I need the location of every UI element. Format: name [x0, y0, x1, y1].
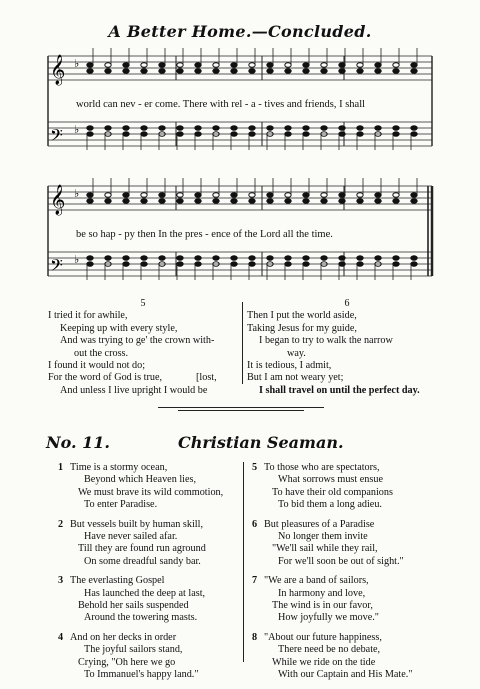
stanza-line-text: Crying, "Oh here we go — [78, 656, 176, 668]
svg-text:♭: ♭ — [74, 123, 80, 136]
stanza-line-text: Till they are found run aground — [78, 543, 206, 555]
stanza-number: 4 — [58, 631, 64, 643]
stanza-line — [58, 632, 243, 644]
stanza-line — [252, 669, 452, 681]
stanza-line — [252, 531, 452, 543]
verse-line: I found it would not do; — [48, 360, 146, 372]
stanza-line — [252, 612, 452, 624]
stanza-line — [252, 600, 452, 612]
stanza-line — [58, 575, 243, 587]
verse-5 — [48, 298, 238, 397]
stanza-line-text: The joyful sailors stand, — [84, 644, 183, 656]
verse-line — [48, 372, 238, 384]
stanza-line — [58, 531, 243, 543]
verse-number: 5 — [140, 298, 146, 309]
stanza-1 — [58, 462, 243, 512]
stanza-line-text: The wind is in our favor, — [272, 600, 373, 612]
stanza-line-text: Around the towering masts. — [84, 612, 198, 624]
hymn-number: No. 11. — [46, 433, 110, 452]
stanza-number: 6 — [252, 518, 258, 530]
stanza-line-text: How joyfully we move." — [278, 612, 379, 624]
stanza-line — [58, 462, 243, 474]
stanza-number: 7 — [252, 575, 258, 587]
stanza-line — [58, 543, 243, 555]
hymn-title: A Better Home.—Concluded. — [108, 22, 372, 41]
stanza-number: 5 — [252, 462, 258, 473]
column-divider — [242, 302, 243, 384]
stanza-line — [58, 612, 243, 624]
hymn-title-2: Christian Seaman. — [178, 433, 344, 452]
system2-lyrics: be so hap - py then In the pres - ence of the Lord all the time. — [76, 229, 333, 240]
stanza-line-text: To bid them a long adieu. — [278, 499, 382, 511]
stanza-line-text: Time is a stormy ocean, — [70, 462, 168, 473]
verse-line: I began to try to walk the narrow — [259, 335, 393, 347]
stanza-line-text: For we'll soon be out of sight." — [278, 555, 404, 567]
stanza-line — [252, 556, 452, 568]
stanza-line-text: But vessels built by human skill, — [70, 518, 204, 530]
stanza-line — [58, 556, 243, 568]
svg-text:♭: ♭ — [74, 57, 80, 70]
stanza-line-text: With our Captain and His Mate." — [278, 669, 413, 681]
verse-line: I shall travel on until the perfect day. — [259, 384, 420, 396]
stanza-line — [252, 474, 452, 486]
stanza-line-text: Beyond which Heaven lies, — [84, 474, 197, 486]
stanza-line-text: But pleasures of a Paradise — [264, 518, 375, 530]
stanza-line — [252, 462, 452, 474]
stanza-line — [252, 519, 452, 531]
stanza-line-text: We must brave its wild commotion, — [78, 486, 224, 498]
stanza-line-text: To Immanuel's happy land." — [84, 669, 199, 681]
stanza-line-text: Have never sailed afar. — [84, 531, 178, 543]
stanza-line-text: There need be no debate, — [278, 644, 381, 656]
verse-6 — [247, 298, 447, 397]
verse-line: And was trying to ge' the crown with- — [60, 335, 215, 347]
stanza-line-text: "About our future happiness, — [264, 631, 382, 643]
stanza-line — [252, 575, 452, 587]
section-divider — [158, 407, 324, 408]
stanza-3 — [58, 575, 243, 625]
stanza-line-text: "We'll sail while they rail, — [272, 543, 378, 555]
svg-text:♭: ♭ — [74, 253, 80, 266]
stanza-line-text: "We are a band of sailors, — [264, 575, 369, 587]
svg-text:𝄢: 𝄢 — [50, 125, 63, 149]
stanza-line — [252, 588, 452, 600]
right-column — [252, 462, 452, 689]
stanza-line-text: On some dreadful sandy bar. — [84, 555, 201, 567]
stanza-line-text: No longer them invite — [278, 531, 368, 543]
verse-line: Then I put the world aside, — [247, 310, 357, 322]
stanza-number: 2 — [58, 518, 64, 530]
stanza-line-text: To have their old companions — [272, 486, 393, 498]
column-divider — [243, 462, 244, 662]
verse-line: way. — [287, 347, 306, 359]
stanza-4 — [58, 632, 243, 682]
verse-line: And unless I live upright I would be — [60, 384, 208, 396]
svg-text:♭: ♭ — [74, 187, 80, 200]
stanza-line — [252, 499, 452, 511]
verse-line: But I am not weary yet; — [247, 372, 344, 384]
verse-line-bracket: [lost, — [196, 372, 217, 384]
verse-line: out the cross. — [74, 347, 129, 359]
verse-line-text: For the word of God is true, — [48, 372, 163, 384]
stanza-line — [58, 588, 243, 600]
stanza-line — [58, 644, 243, 656]
stanza-number: 3 — [58, 575, 64, 587]
stanza-line — [58, 600, 243, 612]
stanza-2 — [58, 519, 243, 569]
stanza-line-text: What sorrows must ensue — [278, 474, 383, 486]
verse-number: 6 — [344, 298, 350, 309]
stanza-5 — [252, 462, 452, 512]
stanza-line-text: Has launched the deep at last, — [84, 587, 206, 599]
section-divider — [178, 410, 304, 411]
stanza-line-text: The everlasting Gospel — [70, 575, 165, 587]
stanza-line — [58, 657, 243, 669]
verse-line: Keeping up with every style, — [60, 322, 178, 334]
stanza-7 — [252, 575, 452, 625]
svg-text:𝄢: 𝄢 — [50, 255, 63, 279]
stanza-number: 1 — [58, 462, 64, 473]
stanza-line — [58, 474, 243, 486]
stanza-number: 8 — [252, 631, 258, 643]
stanza-line — [252, 543, 452, 555]
stanza-line — [58, 519, 243, 531]
stanza-line-text: To those who are spectators, — [264, 462, 380, 473]
verse-line: Taking Jesus for my guide, — [247, 322, 357, 334]
stanza-8 — [252, 632, 452, 682]
stanza-line — [252, 632, 452, 644]
verse-line: I tried it for awhile, — [48, 310, 128, 322]
system1-lyrics: world can nev - er come. There with rel - a - tives and friends, I shall — [76, 99, 366, 110]
left-column — [58, 462, 243, 689]
music-score — [0, 0, 480, 300]
stanza-line — [252, 657, 452, 669]
svg-text:𝄞: 𝄞 — [50, 185, 66, 215]
stanza-line-text: While we ride on the tide — [272, 656, 376, 668]
stanza-line-text: In harmony and love, — [278, 587, 366, 599]
stanza-line — [58, 487, 243, 499]
stanza-6 — [252, 519, 452, 569]
stanza-line-text: And on her decks in order — [70, 631, 177, 643]
stanza-line-text: To enter Paradise. — [84, 499, 158, 511]
stanza-line — [252, 644, 452, 656]
stanza-line-text: Behold her sails suspended — [78, 600, 189, 612]
verse-line: It is tedious, I admit, — [247, 360, 332, 372]
stanza-line — [252, 487, 452, 499]
stanza-line — [58, 499, 243, 511]
stanza-line — [58, 669, 243, 681]
svg-text:𝄞: 𝄞 — [50, 55, 66, 85]
